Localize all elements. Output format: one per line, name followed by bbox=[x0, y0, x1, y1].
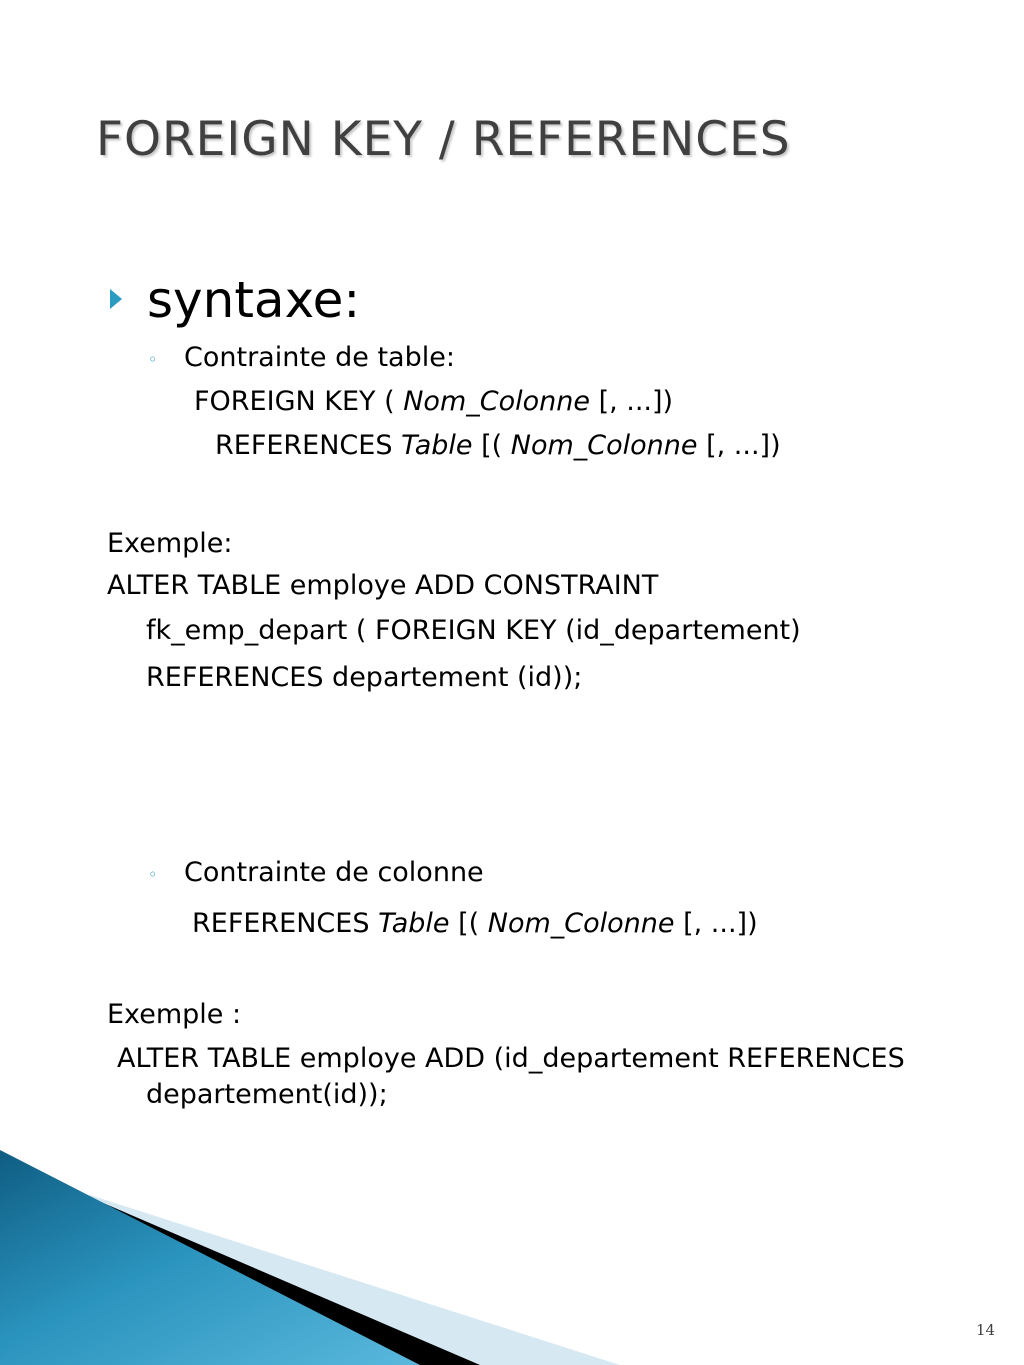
column-constraint-label: Contrainte de colonne bbox=[184, 857, 484, 888]
syntax-placeholder: Nom_Colonne bbox=[403, 386, 590, 417]
table-constraint-syntax-line1 bbox=[194, 385, 673, 419]
syntax-placeholder: Table bbox=[401, 430, 473, 461]
circle-bullet-icon: ◦ bbox=[148, 865, 158, 884]
blue-wedge bbox=[0, 1150, 420, 1365]
table-constraint-label: Contrainte de table: bbox=[184, 342, 455, 373]
corner-decoration bbox=[0, 1140, 620, 1365]
syntax-text: [, ...]) bbox=[674, 908, 758, 939]
syntax-placeholder: Table bbox=[378, 908, 450, 939]
example1-line3: REFERENCES departement (id)); bbox=[146, 662, 583, 693]
example2-line1: ALTER TABLE employe ADD (id_departement REFERENCES bbox=[117, 1043, 905, 1074]
syntax-placeholder: Nom_Colonne bbox=[510, 430, 698, 461]
syntax-text: [( bbox=[472, 430, 511, 461]
table-constraint-syntax-line2 bbox=[215, 429, 781, 463]
syntax-text: REFERENCES bbox=[192, 908, 379, 939]
syntax-text: FOREIGN KEY ( bbox=[194, 386, 404, 417]
example1-line2: fk_emp_depart ( FOREIGN KEY (id_departement) bbox=[146, 615, 801, 646]
syntax-text: [, ...]) bbox=[697, 430, 781, 461]
slide-title: FOREIGN KEY / REFERENCES bbox=[96, 112, 791, 167]
syntax-text: [, ...]) bbox=[589, 386, 674, 417]
syntax-text: REFERENCES bbox=[215, 430, 402, 461]
syntax-heading: syntaxe: bbox=[147, 271, 361, 329]
page-number: 14 bbox=[976, 1321, 996, 1339]
syntax-placeholder: Nom_Colonne bbox=[487, 908, 675, 939]
column-constraint-syntax bbox=[192, 907, 758, 941]
arrow-bullet-icon bbox=[110, 289, 122, 309]
example2-line2: departement(id)); bbox=[146, 1079, 388, 1110]
example1-label: Exemple: bbox=[107, 528, 233, 559]
example1-line1: ALTER TABLE employe ADD CONSTRAINT bbox=[107, 570, 659, 601]
example2-label: Exemple : bbox=[107, 999, 242, 1030]
circle-bullet-icon: ◦ bbox=[148, 350, 158, 369]
syntax-text: [( bbox=[449, 908, 488, 939]
